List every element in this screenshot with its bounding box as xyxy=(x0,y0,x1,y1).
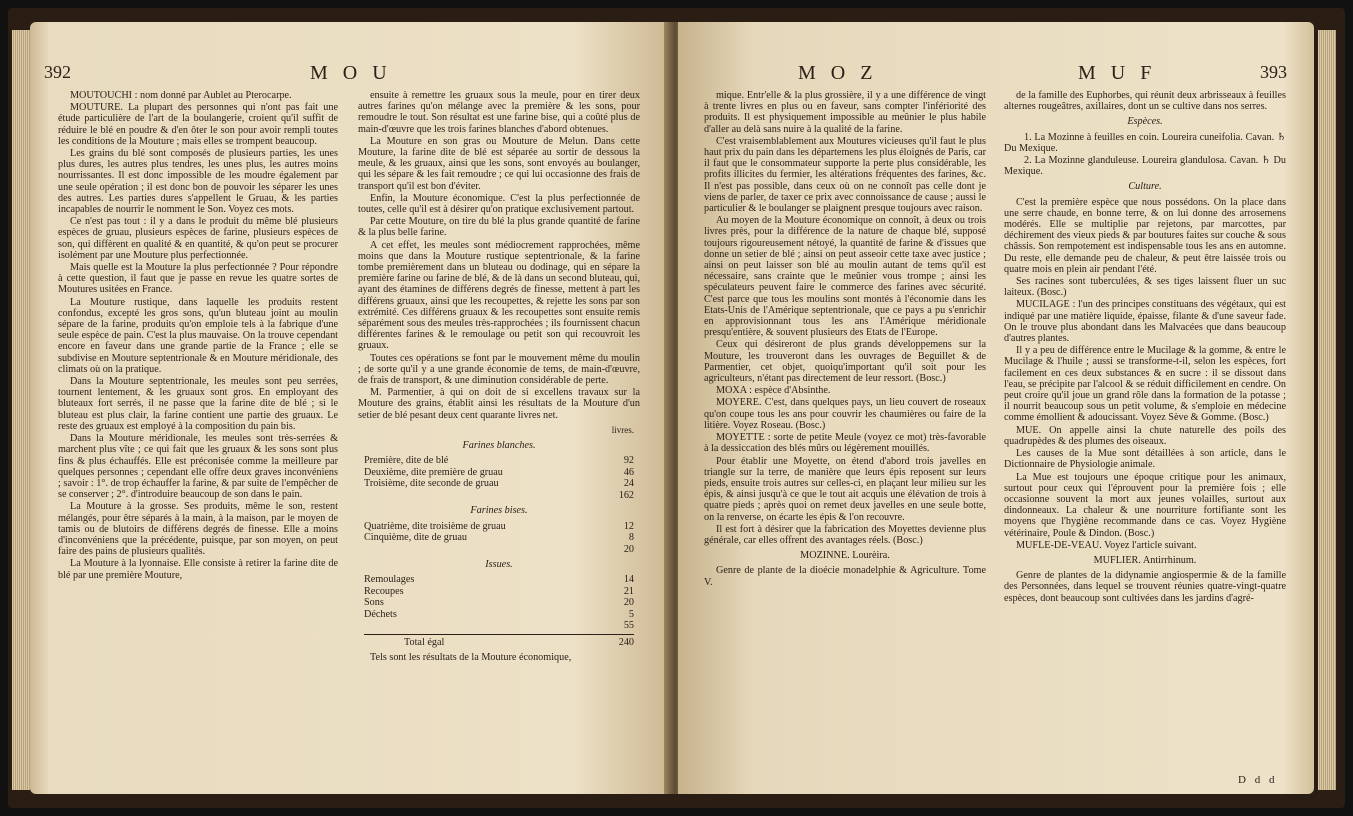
paragraph: La Mouture à la lyonnaise. Elle consiste à retirer la farine dite de blé par une première Mouture, xyxy=(58,558,338,581)
paragraph: MOUTURE. La plupart des personnes qui n'ont pas fait une étude particulière de l'art de la boulangerie, croient qu'il suffit de réduire le blé en poudre & d'en ôter le son pour avoir rempli toutes les conditions de la Mouture ; mais elles se trompent beaucoup. xyxy=(58,102,338,147)
paragraph: La Mouture à la grosse. Ses produits, même le son, restent mélangés, pour être séparés à la main, à la maison, par le moyen de tamis ou de blutoirs de différens degrés de finesse. Elle a moins d'inconvéniens que la précédente, puisque, par son moyen, on peut faire des pains de plusieurs qualités. xyxy=(58,501,338,558)
paragraph: Genre de plantes de la didynamie angiospermie & de la famille des Personnées, dans lequel se trouvent réunies quatre-vingt-quatre espèces, dont beaucoup sont cultivées dans les jardins d'agré- xyxy=(1004,570,1286,604)
paragraph: Par cette Mouture, on tire du blé la plus grande quantité de farine & la plus belle farine. xyxy=(358,216,640,239)
table-cell-label: Recoupes xyxy=(364,585,404,597)
table-unit: livres. xyxy=(611,424,634,435)
paragraph: MUCILAGE : l'un des principes constituans des végétaux, qui est indiqué par une matière liquide, épaisse, filante & d'une saveur fade. On le trouve plus abondant dans les Malvacées que dans beaucoup d'autres plantes. xyxy=(1004,299,1286,345)
running-head-left: M O U xyxy=(310,62,392,84)
left-column-1 xyxy=(58,90,338,582)
table-cell-label: Sons xyxy=(364,597,384,609)
paragraph: Tels sont les résultats de la Mouture économique, xyxy=(370,652,572,664)
signature-mark: D d d xyxy=(1238,774,1278,786)
left-page-edges xyxy=(12,30,30,790)
paragraph: Dans la Mouture méridionale, les meules sont très-serrées & marchent plus vîte ; ce qui fait que les gruaux & les sons sont plus fins & plus échauffés. Elle est préconisée comme la meilleure par quelques personnes ; cependant elle offre deux graves inconvéniens ; savoir : 1°. de trop échauffer la farine, & par suite de l'empêcher de se conserver ; 2°. d'introduire beaucoup de son dans le pain. xyxy=(58,433,338,501)
table-cell-value: 46 xyxy=(623,466,634,478)
left-page xyxy=(30,22,670,794)
table-subtotal: 20 xyxy=(623,543,634,555)
paragraph: MOUTOUCHI : nom donné par Aublet au Pterocarpe. xyxy=(70,90,292,101)
table-cell-value: 20 xyxy=(623,597,634,609)
paragraph: ensuite à remettre les gruaux sous la meule, pour en tirer deux autres farines qu'on mélange avec la première & les sons, pour remoudre le tout. Son résultat est une farine bise, qui a coûté plus de main-d'œuvre que les trois farines blanches d'abord obtenues. xyxy=(358,90,640,135)
paragraph: Il est fort à désirer que la fabrication des Moyettes devienne plus générale, car elles offrent des avantages réels. (Bosc.) xyxy=(704,523,986,546)
table-row xyxy=(364,478,634,490)
paragraph: Ses racines sont tuberculées, & ses tiges laissent fluer un suc laiteux. (Bosc.) xyxy=(1004,276,1286,299)
species-item: 2. La Mozinne glanduleuse. Loureira glandulosa. Cavan. ♄ Du Mexique. xyxy=(1004,155,1286,178)
right-column-1 xyxy=(704,90,986,589)
table-cell-label: Déchets xyxy=(364,608,397,620)
table-section xyxy=(364,521,634,556)
page-number-left: 392 xyxy=(44,62,71,82)
page-number-right: 393 xyxy=(1260,62,1287,82)
paragraph: C'est vraisemblablement aux Moutures vicieuses qu'il faut le plus haut prix du pain dans les départemens les plus éloignés de Paris, car il faut que le consommateur supporte la perte plus considérable, les profits illicites du fermier, les altérations fréquentes des farines, &c. Il n'est pas possible, dans ceux où on ne connoît pas celle dont je viens de parler, de taxer ce prix avec connoissance de cause ; aussi le particulier & le boulanger se plaignent presque toujours avec raison. xyxy=(704,135,986,215)
table-row xyxy=(364,620,634,632)
section-title: Espèces. xyxy=(1127,116,1163,128)
paragraph: de la famille des Euphorbes, qui réunit deux arbrisseaux à feuilles alternes rougeâtres, axillaires, dont un se cultive dans nos serres. xyxy=(1004,90,1286,113)
table-row xyxy=(364,467,634,479)
table-section xyxy=(364,574,634,632)
table-cell-label: Deuxième, dite première de gruau xyxy=(364,466,503,478)
left-column-2 xyxy=(358,90,640,664)
paragraph: La Mue est toujours une époque critique pour les animaux, surtout pour ceux qui l'éprouvent pour la première fois ; elle occasionne souvent la mort aux jeunes volailles, surtout aux dindonneaux. La chaleur & une nourriture fortifiante sont les moyens que l'hygiène recommande dans ce cas. Voyez Hygiène vétérinaire, Poule & Dindon. (Bosc.) xyxy=(1004,471,1286,539)
table-total-label: Total égal xyxy=(404,636,445,648)
paragraph: Dans la Mouture septentrionale, les meules sont peu serrées, tournent lentement, & les gruaux sont gros. En employant des bluteaux fort serrés, il ne passe que la farine dite de blé ; si le bluteau est plus clair, la farine contient une partie des gruaux. Le reste des gruaux est employé à la composition du pain bis. xyxy=(58,376,338,432)
table-section-title: Farines blanches. xyxy=(462,440,536,452)
table-row xyxy=(364,586,634,598)
entry-heading: MOZINNE. Lourèira. xyxy=(800,550,890,562)
table-cell-value: 14 xyxy=(623,574,634,586)
paragraph: Pour établir une Moyette, on étend d'abord trois javelles en triangle sur la terre, de manière que leurs épis reposent sur leurs pieds, ensuite trois autres sur celles-ci, en plaçant leur milieu sur les épis, & ainsi jusqu'à ce que le tout ait acquis une élévation de trois à quatre pieds ; après quoi on remet deux javelles en une seule botte, on la renverse, on écarte les épis & l'on recouvre. xyxy=(704,455,986,523)
running-head-right-2: M U F xyxy=(1078,62,1157,84)
table-cell-label: Troisième, dite seconde de gruau xyxy=(364,478,499,490)
running-head-right-1: M O Z xyxy=(798,62,878,84)
table-cell-value: 24 xyxy=(623,478,634,490)
paragraph: Les grains du blé sont composés de plusieurs parties, les unes plus dures, les autres plus tendres, les unes plus, les autres moins nourrissantes. Il est donc impossible de les moudre également par une seule opération ; il est donc bon de pouvoir les séparer les unes des autres. Les parties dures s'appellent le Gruau, & les parties incapables de nourrir le nomment le Son. Voyez ces mots. xyxy=(58,148,338,216)
paragraph: Il y a peu de différence entre le Mucilage & la gomme, & entre le Mucilage & l'huile ; aussi se transforme-t-il, selon les espèces, fort facilement en ces deux substances & en sucre : il se dissout dans l'eau, se précipite par l'alcool & se réduit difficilement en cendre. On peut croire qu'il joue un grand rôle dans la formation de la potasse ; il nourrit beaucoup sous un petit volume, & s'emploie en médecine comme émollient & adoucissant. Voyez Sève & Gomme. (Bosc.) xyxy=(1004,345,1286,424)
paragraph: M. Parmentier, à qui on doit de si excellens travaux sur la Mouture des grains, établit ainsi les résultats de la Mouture d'un setier de blé pesant deux cent quarante livres net. xyxy=(358,387,640,421)
table-row xyxy=(364,574,634,586)
paragraph: Ce n'est pas tout : il y a dans le produit du même blé plusieurs espèces de gruau, plusieurs espèces de farine, plusieurs espèces de son, qui diffèrent en qualité & en quantité, & qu'on peut se procurer isolément par une Mouture plus perfectionnée. xyxy=(58,216,338,261)
table-row xyxy=(364,597,634,609)
section-title: Culture. xyxy=(1128,181,1162,193)
table-total xyxy=(364,637,634,649)
table-subtotal: 55 xyxy=(623,620,634,632)
paragraph: MOYETTE : sorte de petite Meule (voyez ce mot) très-favorable à la dessiccation des blés mûrs ou légèrement mouillés. xyxy=(704,432,986,455)
paragraph: MOYERE. C'est, dans quelques pays, un lieu couvert de roseaux qu'on coupe tous les ans pour couvrir les chaumières ou faire de la litière. Voyez Roseau. (Bosc.) xyxy=(704,397,986,431)
paragraph: La Mouture en son gras ou Mouture de Melun. Dans cette Mouture, la farine dite de blé est séparée au sortir de dessous la meule, & les gruaux, ainsi que les sons, sont envoyés au boulanger, qui les sépare & les fait remoudre ; ce qui lui occasionne des frais de transport qu'il est bon d'éviter. xyxy=(358,135,640,192)
paragraph: Ceux qui désireront de plus grands développemens sur la Mouture, les trouveront dans les ouvrages de Beguillet & de Parmentier, cet objet, quoiqu'important qu'il soit pour les agriculteurs, n'étant pas directement de leur ressort. (Bosc.) xyxy=(704,339,986,385)
table-row xyxy=(364,637,634,649)
paragraph: La Mouture rustique, dans laquelle les produits restent confondus, excepté les gros sons, qu'un bluteau joint au moulin sépare de la farine, produits qu'on emploie tels à la fabrique d'une seule espèce de pain. C'est la plus mauvaise. On la trouve cependant encore en faveur dans une grande partie de la France ; elle se subdivise en Mouture septentrionale & en Mouture méridionale, des climats où on la pratique. xyxy=(58,296,338,375)
table-rule xyxy=(364,634,634,635)
table-subtotal: 162 xyxy=(618,489,634,501)
table-cell-value: 12 xyxy=(623,520,634,532)
right-page-edges xyxy=(1318,30,1336,790)
paragraph: Genre de plante de la dioécie monadelphie & Agriculture. Tome V. xyxy=(704,565,986,588)
entry-heading: MUFLIER. Antirrhinum. xyxy=(1093,554,1197,566)
table-row xyxy=(364,544,634,556)
paragraph: Toutes ces opérations se font par le mouvement même du moulin ; de sorte qu'il y a une grande économie de tems, de main-d'œuvre, de frais de transport, & une diminution considérable de perte. xyxy=(358,352,640,387)
table-row xyxy=(364,455,634,467)
table-cell-label: Cinquième, dite de gruau xyxy=(364,532,467,543)
table-cell-label: Première, dite de blé xyxy=(364,455,449,467)
table-cell-value: 8 xyxy=(628,532,634,543)
table-row xyxy=(364,609,634,621)
paragraph: Au moyen de la Mouture économique on connoît, à deux ou trois livres près, pour la différence de la nature de chaque blé, supposé toujours rigoureusement nétoyé, la quantité de farine & d'issues que donne un setier de blé ; ainsi on peut asseoir cette taxe avec justice ; ainsi on peut laisser son blé au moulin autant de tems qu'il est nécessaire, sans crainte que le meûnier vous trompe ; ainsi les spéculateurs peuvent faire le commerce des farines avec sécurité. C'est parce que tous les moulins sont montés à l'économie dans les Etats-Unis de l'Amérique septentrionale, que ce pays a pu s'enrichir en approvisionnant tous les ans l'Amérique méridionale presqu'entière, & souvent plusieurs des Etats de l'Europe. xyxy=(704,215,986,339)
paragraph: MUE. On appelle ainsi la chute naturelle des poils des quadrupèdes & des plumes des oiseaux. xyxy=(1004,424,1286,447)
table-section xyxy=(364,455,634,501)
table-section-title: Issues. xyxy=(485,559,513,570)
table-cell-value: 21 xyxy=(623,585,634,597)
paragraph: MOXA : espèce d'Absinthe. xyxy=(716,385,831,397)
species-item: 1. La Mozinne à feuilles en coin. Loureira cuneifolia. Cavan. ♄ Du Mexique. xyxy=(1004,131,1286,154)
table-row xyxy=(364,521,634,533)
paragraph: Enfin, la Mouture économique. C'est la plus perfectionnée de toutes, celle qu'il est à désirer qu'on pratique exclusivement partout. xyxy=(358,192,640,216)
table-section-title: Farines bises. xyxy=(470,505,528,517)
table-row xyxy=(364,490,634,502)
mouture-results-table xyxy=(364,425,634,648)
right-page xyxy=(678,22,1314,794)
right-column-2 xyxy=(1004,90,1286,605)
table-cell-label: Remoulages xyxy=(364,574,415,586)
table-cell-label: Quatrième, dite troisième de gruau xyxy=(364,520,506,532)
table-total-value: 240 xyxy=(618,636,634,648)
paragraph: mique. Entr'elle & la plus grossière, il y a une différence de vingt à trente livres en plus ou en faveur, sans compter l'infériorité des produits. Il est physiquement impossible au meûnier le plus habile d'aller au delà sans nuire à la qualité de la farine. xyxy=(704,90,986,135)
paragraph: C'est la première espèce que nous possédons. On la place dans une serre chaude, en bonne terre, & on lui donne des arrosemens modérés. Elle se multiplie par rejetons, par marcottes, par déchirement des vieux pieds & par boutures faites sur couche & sous châssis. Son rempotement est indispensable tous les ans en automne. Du reste, elle demande peu de chaleur, & peut être laissée trois ou quatre mois en plein air pendant l'été. xyxy=(1004,196,1286,275)
table-cell-value: 92 xyxy=(623,455,634,467)
paragraph: Mais quelle est la Mouture la plus perfectionnée ? Pour répondre à cette question, il faut que je passe en revue les quatre sortes de Moutures usitées en France. xyxy=(58,262,338,296)
table-row xyxy=(364,532,634,544)
paragraph: A cet effet, les meules sont médiocrement rapprochées, même moins que dans la Mouture rustique septentrionale, & la farine tombe premièrement dans un bluteau ou dodinage, qui en sépare la première farine ou farine de blé, & de là dans un second bluteau, qui, ayant des étamines de différens degrés de finesse, mettent à part les différens gruaux, ainsi que les recoupettes, & rejette les sons par son extrémité. Ces différens gruaux & les recoupettes sont ensuite remis séparément sous des meules très-rapprochées ; ils fournissent chacun différentes farines & le remoulage ou petit son qui recouvroit les gruaux. xyxy=(358,239,640,352)
table-cell-value: 5 xyxy=(628,608,634,620)
paragraph: Les causes de la Mue sont détaillées à son article, dans le Dictionnaire de Physiologie animale. xyxy=(1004,448,1286,471)
paragraph: MUFLE-DE-VEAU. Voyez l'article suivant. xyxy=(1016,539,1197,551)
